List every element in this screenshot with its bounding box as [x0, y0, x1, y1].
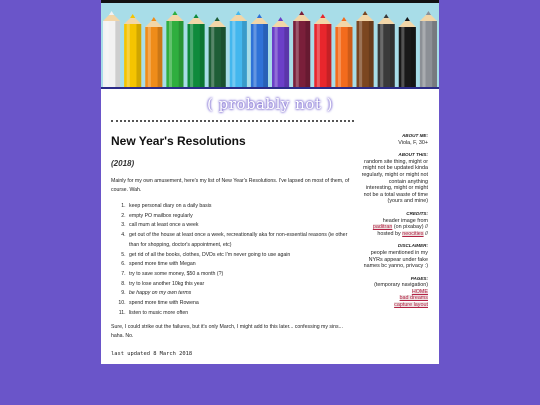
header-banner-pencils [101, 3, 439, 87]
pencils-image [101, 3, 439, 87]
pencil [272, 17, 289, 87]
bad-dreams-link[interactable]: bad dreams [399, 295, 428, 302]
pencil [314, 14, 331, 87]
pencil [145, 17, 162, 87]
credits-line-3: hosted by [377, 230, 401, 237]
pencil [166, 11, 183, 87]
pencil [230, 11, 247, 87]
pencil [420, 11, 437, 87]
resolution-list [111, 202, 353, 318]
credits-text [361, 218, 428, 238]
pencil [188, 14, 205, 87]
post-intro: Mainly for my own amusement, here's my list of New Year's Resolutions. I've lapsed on most of them, of course. Wah. [111, 178, 350, 193]
site-title[interactable]: ( probably not ) [207, 95, 333, 113]
post-outro: Sure, I could strike out the failures, but it's only March, I might add to this later... confessing my sins... haha. No. [111, 324, 343, 340]
pages-text: (temporary navigation) [374, 282, 428, 289]
list-item: 2. empty PO mailbox regularly [127, 212, 353, 222]
main-content [111, 134, 353, 357]
list-item: 1. keep personal diary on a daily basis [127, 202, 353, 212]
list-item [127, 289, 353, 299]
credits-heading: CREDITS: [406, 210, 428, 216]
credits-line-1: header image from [382, 217, 428, 224]
post-year: (2018) [111, 159, 135, 168]
pencil [378, 14, 395, 87]
pencil [335, 17, 352, 87]
list-item: 4. get out of the house at least once a week, recreationally aka for non-essential reasons (ie other than for shopping, doctor's appointment, etc) [127, 231, 353, 250]
sidebar [361, 133, 428, 309]
disclaimer-heading: DISCLAIMER: [397, 243, 428, 249]
list-item: 8. try to lose another 10kg this year [127, 280, 353, 290]
capture-layout-link[interactable]: capture layout [394, 302, 428, 309]
pages-heading: PAGES: [410, 275, 428, 281]
pencil [399, 17, 416, 87]
pencil [251, 14, 268, 87]
credits-line-2: (on pixabay) // [393, 224, 428, 231]
paditran-link[interactable]: paditran [372, 224, 393, 231]
about-this-heading: ABOUT THIS: [398, 152, 428, 158]
pencil [209, 17, 226, 87]
pencil [103, 11, 120, 87]
credits-line-4: // [425, 230, 428, 237]
list-item: 7. try to save some money, $50 a month (?) [127, 270, 353, 280]
list-item: 6. spend more time with Megan [127, 260, 353, 270]
page-container [101, 0, 439, 364]
home-link[interactable]: HOME [411, 288, 428, 295]
list-item: 11. listen to music more often [127, 309, 353, 319]
list-item-emphasis: be happy on my own terms [129, 290, 192, 297]
pencil [293, 11, 310, 87]
pencil [124, 14, 141, 87]
pencil [357, 11, 374, 87]
list-item: 10. spend more time with Rowena [127, 299, 353, 309]
last-updated: last updated 8 March 2018 [111, 351, 193, 358]
dotted-divider [111, 120, 354, 122]
disclaimer-text: people mentioned in my NYRs appear under fake names bc yanno, privacy :) [363, 249, 428, 270]
about-this-text: random site thing, might or might not be updated kinda regularly, might or might not contain anything interesting, might or might not be a total waste of time (yours and mine) [361, 158, 428, 205]
list-item: 5. get rid of all the books, clothes, DVDs etc I'm never going to use again [127, 251, 353, 261]
about-me-heading: ABOUT ME: [401, 133, 428, 138]
list-item: 3. call mum at least once a week [127, 221, 353, 231]
banner-underline [101, 87, 439, 89]
neocities-link[interactable]: neocities [402, 230, 424, 237]
post-title: New Year's Resolutions [111, 134, 246, 148]
about-me-text: Viola, F, 30+ [398, 139, 428, 146]
